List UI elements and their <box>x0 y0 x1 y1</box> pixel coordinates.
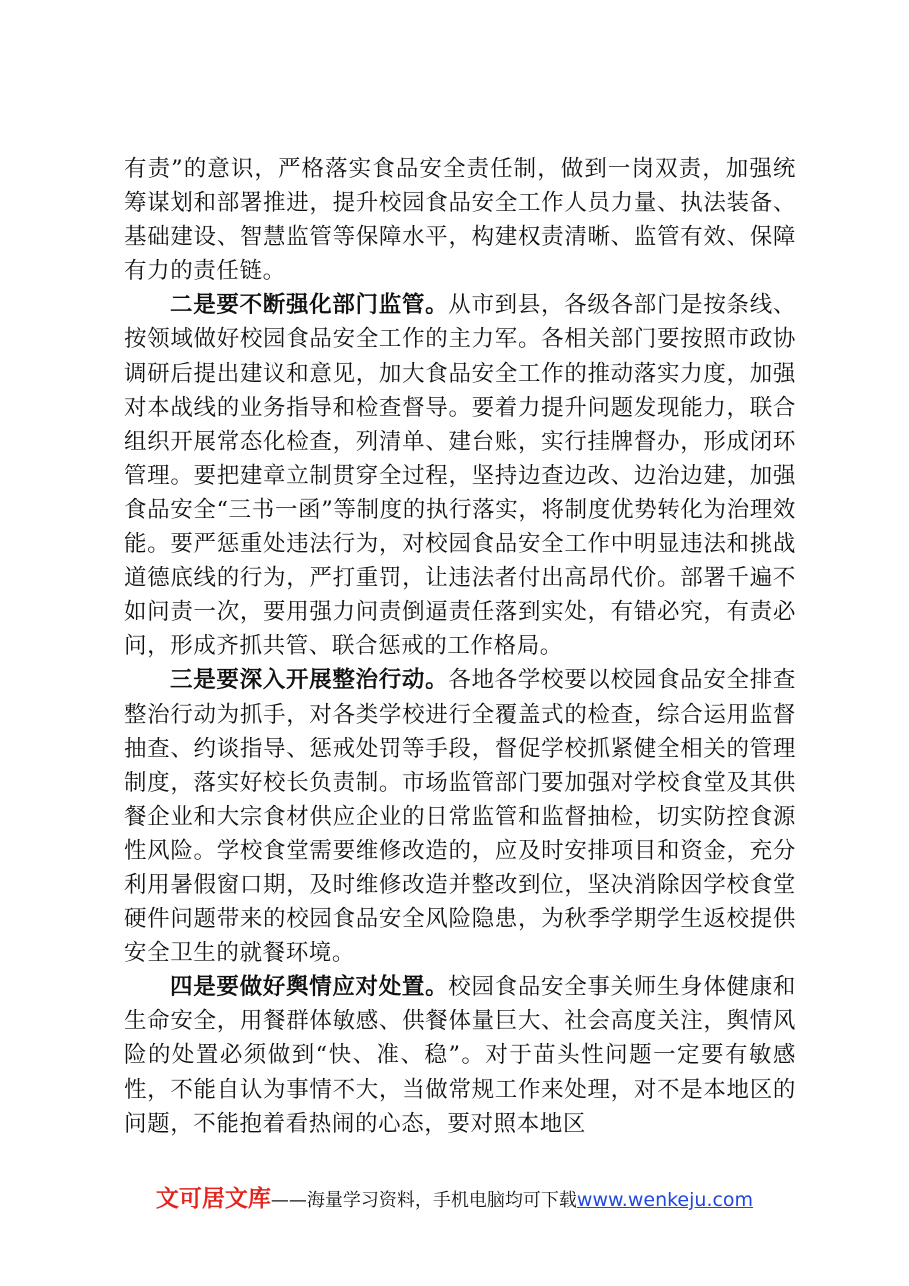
paragraph-text: 从市到县，各级各部门是按条线、按领域做好校园食品安全工作的主力军。各相关部门要按照市政协调研后提出建议和意见，加大食品安全工作的推动落实力度，加强对本战线的业务指导和检查督导。要着力提升问题发现能力，联合组织开展常态化检查，列清单、建台账，实行挂牌督办，形成闭环管理。要把建章立制贯穿全过程，坚持边查边改、边治边建，加强食品安全“三书一函”等制度的执行落实，将制度优势转化为治理效能。要严惩重处违法行为，对校园食品安全工作中明显违法和挑战道德底线的行为，严打重罚，让违法者付出高昂代价。部署千遍不如问责一次，要用强力问责倒逼责任落到实处，有错必究，有责必问，形成齐抓共管、联合惩戒的工作格局。 <box>124 292 796 660</box>
document-body <box>124 152 796 1141</box>
paragraph-text: 校园食品安全事关师生身体健康和生命安全，用餐群体敏感、供餐体量巨大、社会高度关注，舆情风险的处置必须做到“快、准、稳”。对于苗头性问题一定要有敏感性，不能自认为事情不大，当做常规工作来处理，对不是本地区的问题，不能抱着看热闹的心态，要对照本地区 <box>124 974 796 1137</box>
paragraph-lead: 二是要不断强化部门监管。 <box>170 292 449 319</box>
paragraph-lead: 四是要做好舆情应对处置。 <box>170 974 449 1001</box>
footer-slogan: ——海量学习资料，手机电脑均可下载 <box>270 1190 577 1211</box>
paragraph-1 <box>124 152 796 288</box>
paragraph-text: 有责”的意识，严格落实食品安全责任制，做到一岗双责，加强统筹谋划和部署推进，提升校园食品安全工作人员力量、执法装备、基础建设、智慧监管等保障水平，构建权责清晰、监管有效、保障有力的责任链。 <box>124 156 796 285</box>
footer-brand: 文可居文库 <box>155 1186 271 1212</box>
paragraph-lead: 三是要深入开展整治行动。 <box>170 667 449 694</box>
paragraph-2 <box>124 288 796 663</box>
paragraph-3 <box>124 663 796 970</box>
paragraph-4 <box>124 970 796 1140</box>
paragraph-text: 各地各学校要以校园食品安全排查整治行动为抓手，对各类学校进行全覆盖式的检查，综合运用监督抽查、约谈指导、惩戒处罚等手段，督促学校抓紧健全相关的管理制度，落实好校长负责制。市场监管部门要加强对学校食堂及其供餐企业和大宗食材供应企业的日常监管和监督抽检，切实防控食源性风险。学校食堂需要维修改造的，应及时安排项目和资金，充分利用暑假窗口期，及时维修改造并整改到位，坚决消除因学校食堂硬件问题带来的校园食品安全风险隐患，为秋季学期学生返校提供安全卫生的就餐环境。 <box>124 667 796 967</box>
footer-banner <box>0 1180 909 1213</box>
footer-url-link[interactable]: www.wenkeju.com <box>576 1189 754 1211</box>
